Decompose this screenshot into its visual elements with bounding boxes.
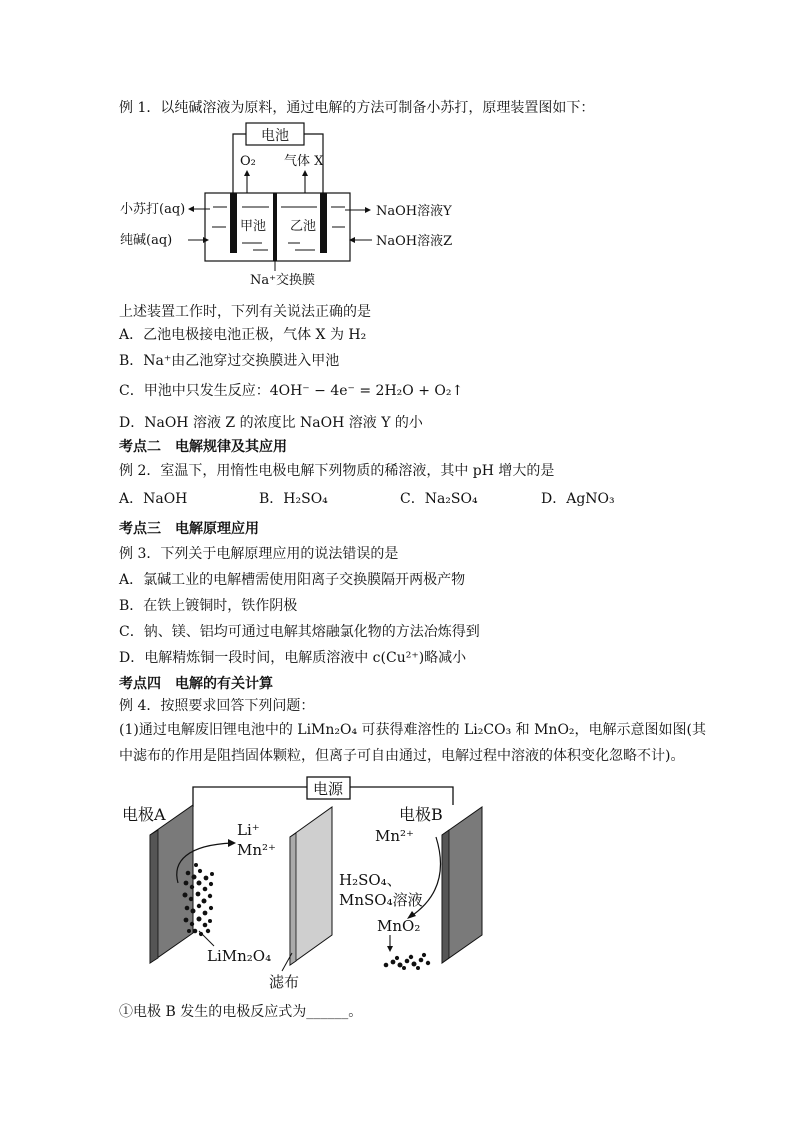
ex3-option-c: C．钠、镁、铝均可通过电解其熔融氯化物的方法冶炼得到 (119, 624, 480, 640)
mno2-label: MnO₂ (377, 917, 421, 935)
solution-label-1: H₂SO₄、 (339, 871, 402, 889)
electrolysis-diagram-1 (0, 115, 800, 415)
o2-label: O₂ (240, 154, 256, 169)
limn2o4-label: LiMn₂O₄ (207, 947, 272, 965)
ex2-option-c: C．Na₂SO₄ (400, 491, 478, 507)
ex4-part1-line2: 中滤布的作用是阻挡固体颗粒，但离子可自由通过，电解过程中溶液的体积变化忽略不计)。 (119, 748, 685, 764)
ex3-option-d: D．电解精炼铜一段时间，电解质溶液中 c(Cu²⁺)略减小 (119, 650, 467, 666)
mn-ion-right-label: Mn²⁺ (375, 827, 414, 845)
membrane-label: Na⁺交换膜 (250, 273, 315, 288)
ex2-option-a: A．NaOH (119, 491, 188, 507)
li-ion-label: Li⁺ (237, 821, 260, 839)
ex4-stem: 例 4．按照要求回答下列问题： (119, 698, 315, 714)
ex3-option-b: B．在铁上镀铜时，铁作阴极 (119, 598, 298, 614)
solution-label-2: MnSO₄溶液 (339, 891, 423, 909)
left-out-label: 小苏打(aq) (120, 202, 186, 217)
ex2-option-b: B．H₂SO₄ (259, 491, 328, 507)
membrane (273, 193, 277, 261)
pool-a-label: 甲池 (240, 219, 267, 234)
ex2-option-d: D．AgNO₃ (541, 491, 615, 507)
ex1-question: 上述装置工作时，下列有关说法正确的是 (119, 304, 371, 320)
gas-x-label: 气体 X (284, 154, 324, 169)
battery-label: 电池 (261, 128, 289, 144)
ex4-part1-line1: (1)通过电解废旧锂电池中的 LiMn₂O₄ 可获得难溶性的 Li₂CO₃ 和 MnO₂，电解示意图如图(其 (119, 722, 707, 738)
ex3-stem: 例 3．下列关于电解原理应用的说法错误的是 (119, 546, 399, 562)
ex1-option-b: B．Na⁺由乙池穿过交换膜进入甲池 (119, 353, 340, 369)
mn-ion-left-label: Mn²⁺ (237, 841, 276, 859)
section3-title: 考点三 电解原理应用 (119, 521, 259, 537)
ex3-option-a: A．氯碱工业的电解槽需使用阳离子交换膜隔开两极产物 (119, 572, 466, 588)
cell-body (205, 193, 350, 261)
pool-b-label: 乙池 (290, 219, 317, 234)
filter-label: 滤布 (269, 973, 300, 991)
section2-title: 考点二 电解规律及其应用 (119, 439, 287, 455)
mno2-particles (384, 953, 430, 970)
ex1-option-a: A．乙池电极接电池正极，气体 X 为 H₂ (119, 327, 367, 343)
electrode-a-label: 电极A (122, 805, 166, 824)
ex4-q1: ①电极 B 发生的电极反应式为______。 (119, 1004, 363, 1020)
right-out-label: NaOH溶液Y (376, 204, 452, 219)
electrode-right (320, 193, 327, 253)
ex2-stem: 例 2．室温下，用惰性电极电解下列物质的稀溶液，其中 pH 增大的是 (119, 463, 555, 479)
ex1-stem: 例 1．以纯碱溶液为原料，通过电解的方法可制备小苏打，原理装置图如下： (119, 100, 595, 116)
section4-title: 考点四 电解的有关计算 (119, 676, 273, 692)
electrolysis-diagram-2 (0, 765, 800, 1005)
ex1-option-c: C．甲池中只发生反应：4OH⁻ − 4e⁻ = 2H₂O + O₂↑ (119, 383, 464, 399)
electrode-left (230, 193, 237, 253)
right-in-label: NaOH溶液Z (376, 234, 453, 249)
ex1-option-d: D．NaOH 溶液 Z 的浓度比 NaOH 溶液 Y 的小 (119, 415, 423, 431)
power-label: 电源 (312, 780, 344, 798)
electrode-b-label: 电极B (399, 805, 443, 824)
left-in-label: 纯碱(aq) (120, 233, 173, 248)
